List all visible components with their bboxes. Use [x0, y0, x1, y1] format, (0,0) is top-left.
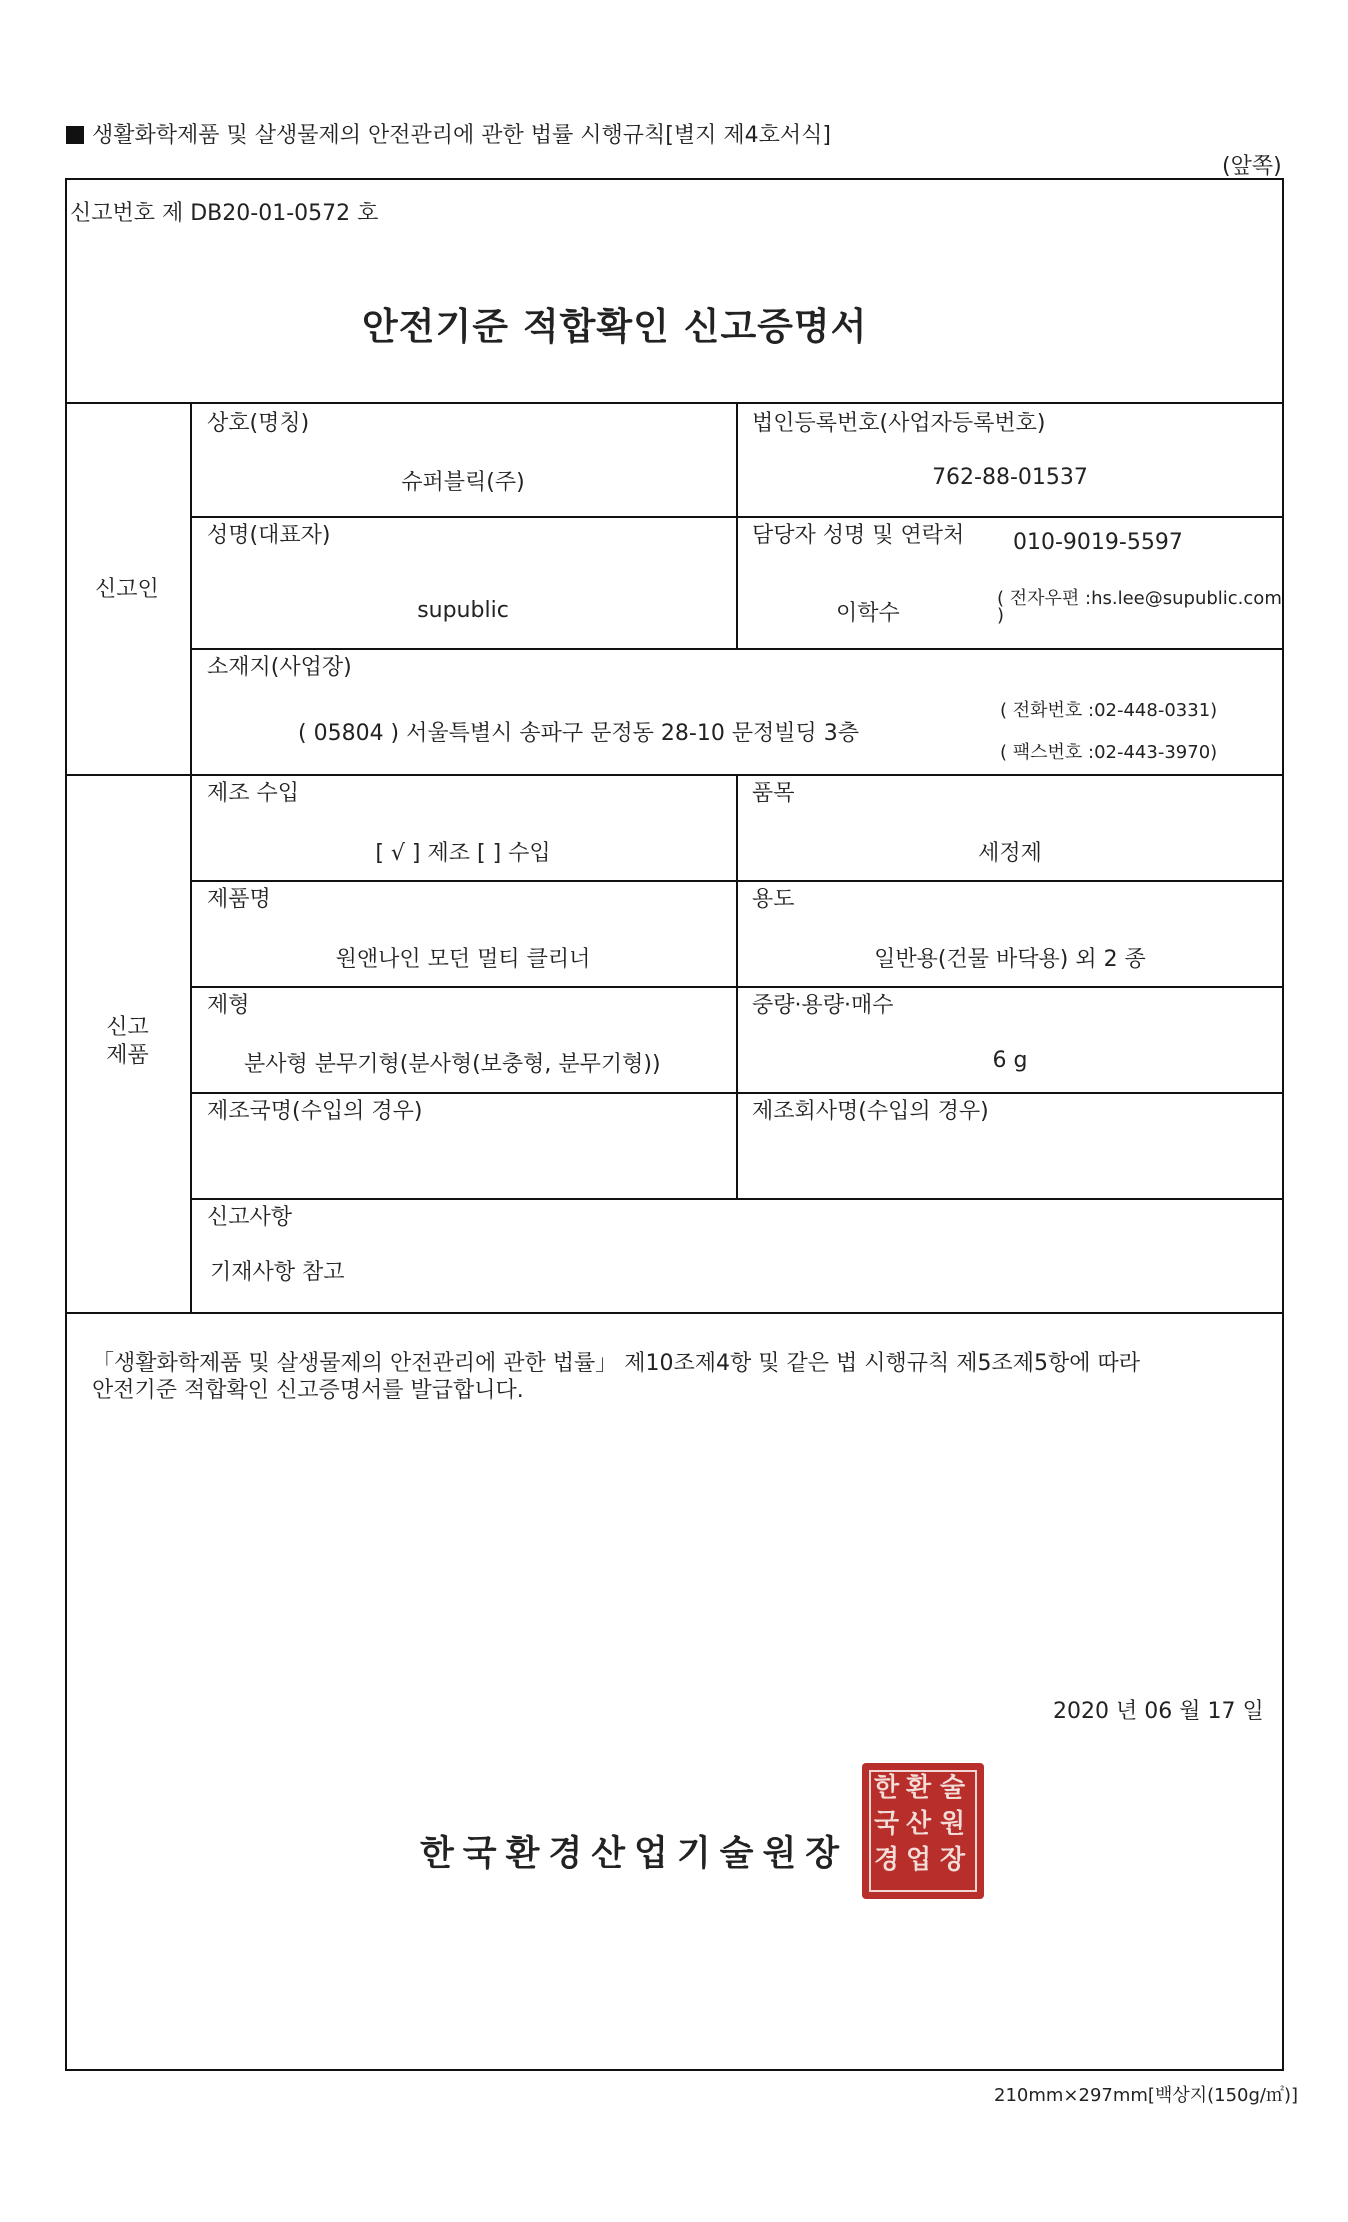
item-label: 품목	[752, 781, 795, 806]
product-name-value: 원앤나인 모던 멀티 클리너	[335, 947, 591, 972]
form-reference-text: 생활화학제품 및 살생물제의 안전관리에 관한 법률 시행규칙[별지 제4호서식]	[92, 123, 831, 148]
paper-spec: 210mm×297mm[백상지(150g/㎡)]	[994, 2085, 1299, 2106]
official-seal-image: 한 환 술 국 산 원 경 업 장	[862, 1763, 984, 1899]
divider	[65, 1312, 1284, 1314]
representative-label: 성명(대표자)	[207, 523, 331, 548]
reporter-section-label: 신고인	[95, 577, 159, 602]
amount-label: 중량·용량·매수	[752, 993, 894, 1018]
usage-label: 용도	[752, 887, 795, 912]
representative-value: supublic	[417, 598, 509, 623]
registration-no-value: 762-88-01537	[932, 465, 1088, 490]
notes-value: 기재사항 참고	[210, 1260, 345, 1285]
form-label: 제형	[207, 993, 250, 1018]
statement-line-2: 안전기준 적합확인 신고증명서를 발급합니다.	[92, 1378, 524, 1403]
contact-phone: 010-9019-5597	[1013, 530, 1183, 555]
fax-number: ( 팩스번호 :02-443-3970)	[1000, 742, 1218, 763]
manufacturer-label: 제조회사명(수입의 경우)	[752, 1099, 989, 1124]
product-section-label-2: 제품	[106, 1043, 149, 1068]
origin-country-label: 제조국명(수입의 경우)	[207, 1099, 423, 1124]
product-name-label: 제품명	[207, 887, 271, 912]
address-value: ( 05804 ) 서울특별시 송파구 문정동 28-10 문정빌딩 3층	[298, 721, 860, 746]
mfg-import-label: 제조 수입	[207, 781, 300, 806]
phone-number: ( 전화번호 :02-448-0331)	[1000, 700, 1218, 721]
statement-line-1: 「생활화학제품 및 살생물제의 안전관리에 관한 법률」 제10조제4항 및 같은 법 시행규칙 제5조제5항에 따라	[92, 1351, 1140, 1376]
company-name-value: 슈퍼블릭(주)	[401, 470, 525, 495]
contact-name: 이학수	[836, 601, 900, 626]
usage-value: 일반용(건물 바닥용) 외 2 종	[874, 947, 1146, 972]
divider-vertical	[736, 402, 738, 648]
form-reference	[66, 118, 831, 149]
contact-email-close: )	[997, 605, 1005, 626]
address-label: 소재지(사업장)	[207, 655, 352, 680]
divider	[190, 648, 1284, 650]
company-name-label: 상호(명칭)	[207, 411, 310, 436]
page-side-label: (앞쪽)	[1222, 154, 1282, 179]
divider	[190, 1198, 1284, 1200]
item-value: 세정제	[978, 841, 1042, 866]
form-value: 분사형 분무기형(분사형(보충형, 분무기형))	[244, 1052, 661, 1077]
amount-value: 6 g	[992, 1048, 1028, 1073]
mfg-import-value: [ √ ] 제조 [ ] 수입	[375, 841, 551, 866]
contact-email: ( 전자우편 :hs.lee@supublic.com	[997, 588, 1282, 609]
divider	[65, 402, 1284, 404]
contact-label: 담당자 성명 및 연락처	[752, 523, 965, 548]
report-number: 신고번호 제 DB20-01-0572 호	[70, 201, 379, 226]
registration-no-label: 법인등록번호(사업자등록번호)	[752, 411, 1046, 436]
product-section-label-1: 신고	[106, 1015, 149, 1040]
notes-label: 신고사항	[207, 1205, 293, 1230]
issuer-name: 한국환경산업기술원장	[420, 1834, 849, 1874]
document-title: 안전기준 적합확인 신고증명서	[362, 305, 868, 348]
issue-date: 2020 년 06 월 17 일	[1053, 1699, 1264, 1724]
black-square-icon	[66, 126, 84, 144]
